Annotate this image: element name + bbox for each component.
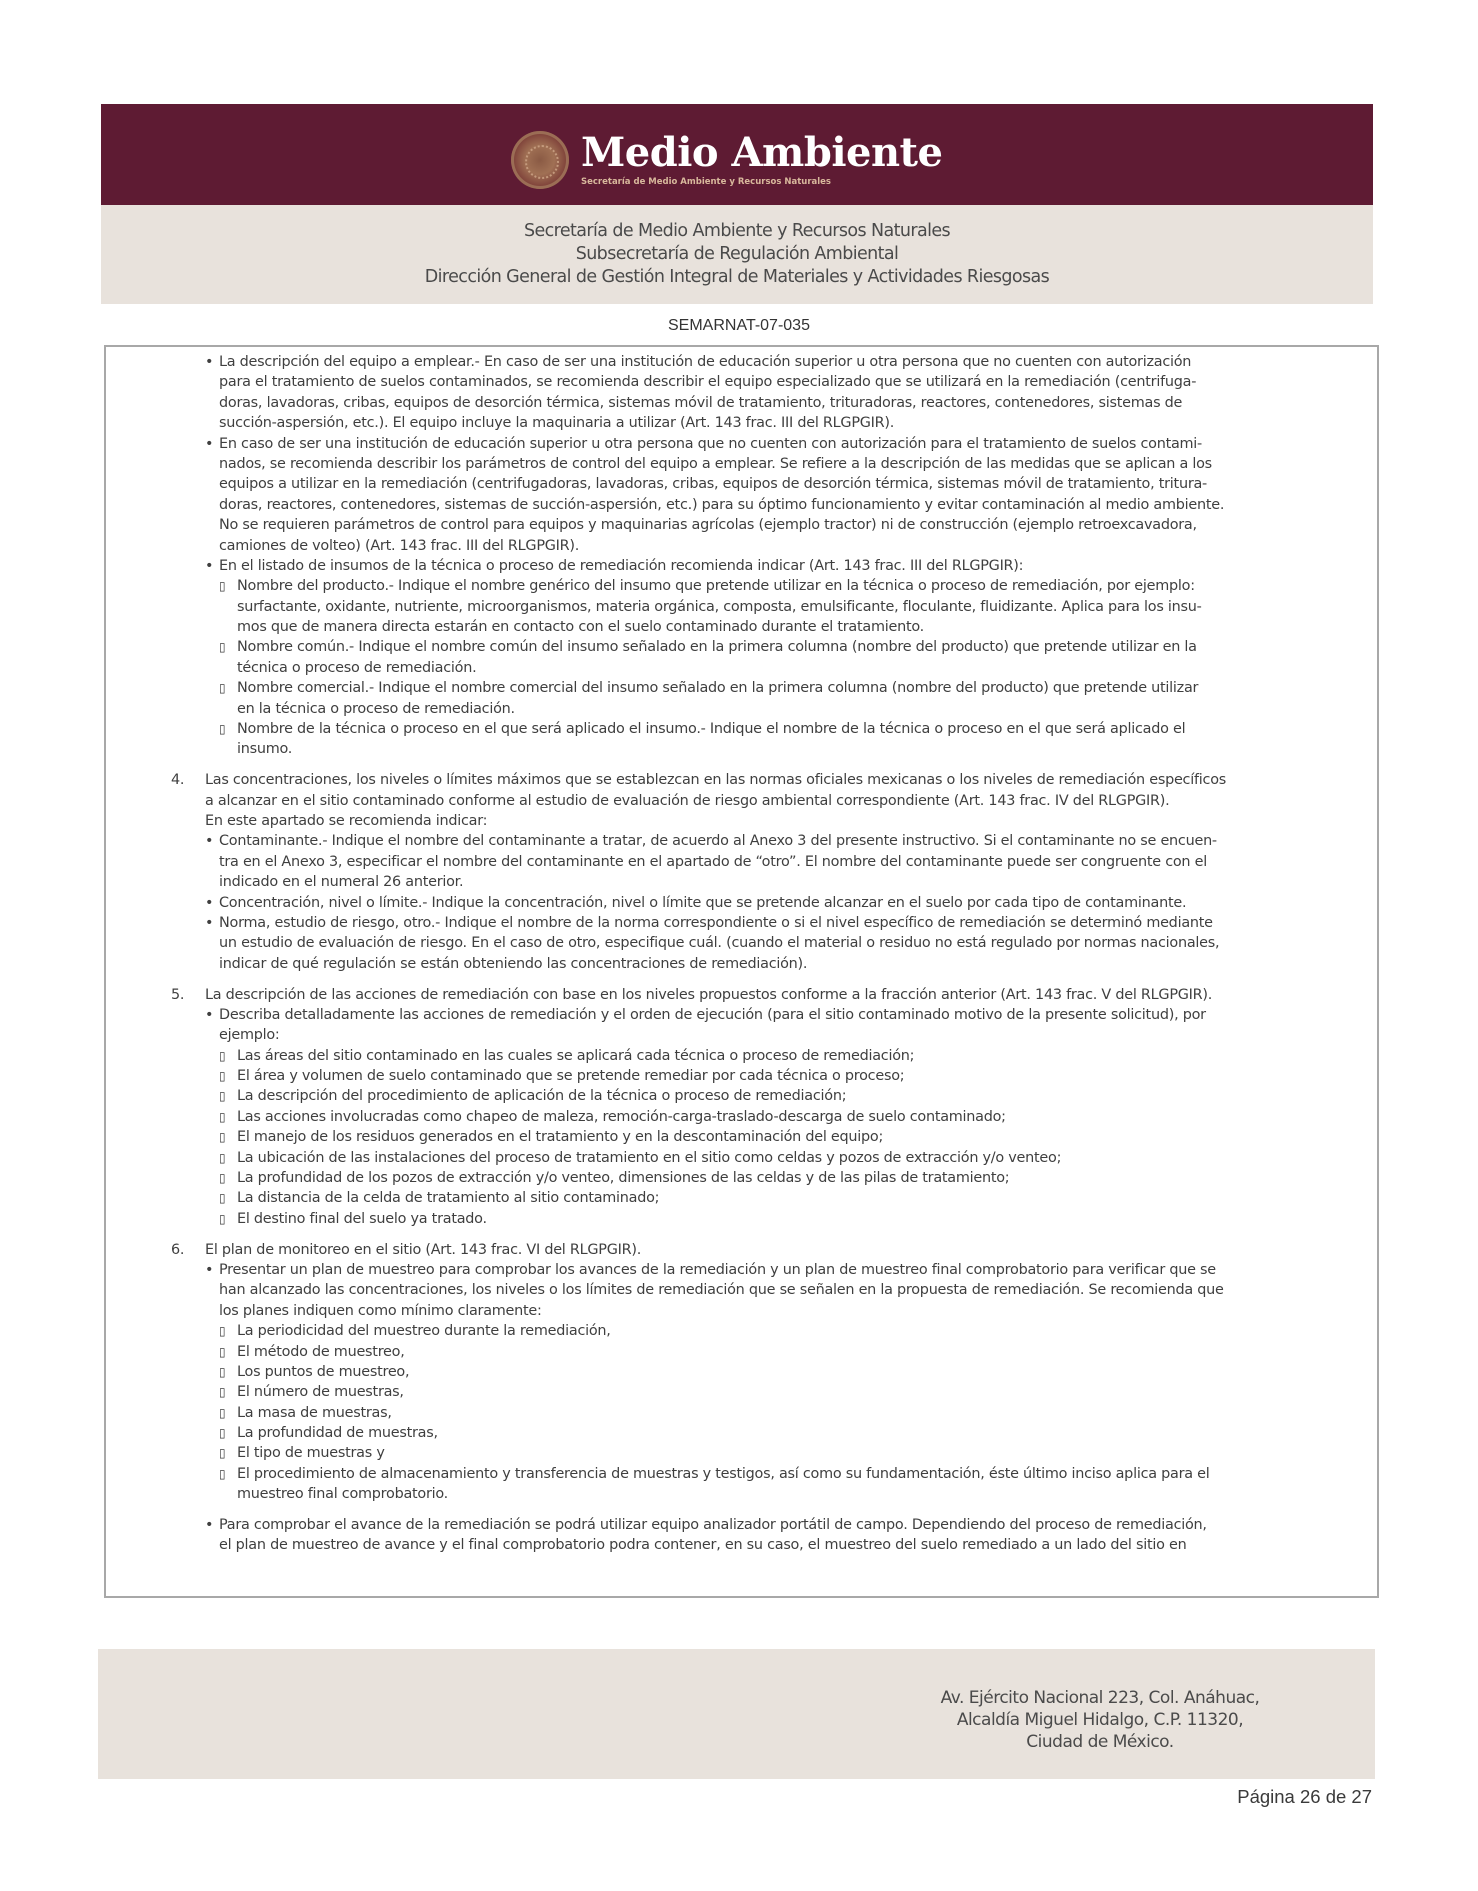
line-text: Las áreas del sitio contaminado en las cuales se aplicará cada técnica o proceso de remediación; [237,1047,915,1064]
text-line [106,1484,1377,1504]
line-text: El manejo de los residuos generados en el tratamiento y en la descontaminación del equipo; [237,1129,884,1146]
brand-logo [511,128,942,192]
sub-bullet-box-icon: ▯ [219,1171,226,1186]
line-text: El destino final del suelo ya tratado. [237,1210,487,1227]
text-line [106,597,1377,617]
address-line-3: Ciudad de México. [1026,1732,1174,1752]
sub-bullet-item [106,1107,1377,1127]
text-line [106,413,1377,433]
form-code: SEMARNAT-07-035 [668,317,810,334]
line-text: La masa de muestras, [237,1404,392,1421]
item-number: 5. [171,986,185,1003]
sub-bullet-item [106,1321,1377,1341]
text-line [106,617,1377,637]
sub-bullet-item [106,1382,1377,1402]
line-text: en la técnica o proceso de remediación. [237,700,515,717]
sub-bullet-box-icon: ▯ [219,681,226,696]
sub-bullet-item [106,637,1377,657]
address-line-2: Alcaldía Miguel Hidalgo, C.P. 11320, [956,1710,1244,1730]
sub-bullet-box-icon: ▯ [219,1211,226,1226]
line-text: En caso de ser una institución de educación superior u otra persona que no cuenten con autorización para el tratamiento de suelos contami- [219,435,1202,452]
sub-bullet-item [106,1066,1377,1086]
page-number: Página 26 de 27 [1237,1786,1372,1807]
sub-bullet-box-icon: ▯ [219,579,226,594]
text-line [106,658,1377,678]
bullet-dot-icon: • [205,1006,214,1023]
line-text: La descripción del procedimiento de aplicación de la técnica o proceso de remediación; [237,1088,847,1105]
sub-bullet-box-icon: ▯ [219,1364,226,1379]
bullet-item [106,1005,1377,1025]
bullet-item [106,913,1377,933]
address-line-1: Av. Ejército Nacional 223, Col. Anáhuac, [940,1688,1260,1708]
line-text: succión-aspersión, etc.). El equipo incluye la maquinaria a utilizar (Art. 143 frac. III del RLGPGIR). [219,415,895,432]
paragraph-gap [106,974,1377,984]
line-text: Las acciones involucradas como chapeo de maleza, remoción-carga-traslado-descarga de suelo contaminado; [237,1108,1006,1125]
line-text: insumo. [237,741,293,758]
line-text: El plan de monitoreo en el sitio (Art. 143 frac. VI del RLGPGIR). [205,1241,642,1258]
sub-bullet-box-icon: ▯ [219,1130,226,1145]
sub-bullet-box-icon: ▯ [219,722,226,737]
text-line [106,811,1377,831]
sub-bullet-item [106,1423,1377,1443]
sub-bullet-box-icon: ▯ [219,1385,226,1400]
line-text: El número de muestras, [237,1384,404,1401]
sub-bullet-item [106,1209,1377,1229]
bullet-dot-icon: • [205,914,214,931]
bullet-dot-icon: • [205,833,214,850]
sub-bullet-box-icon: ▯ [219,1466,226,1481]
line-text: para el tratamiento de suelos contaminados, se recomienda describir el equipo especializado que se utilizará en la remediación (centrifuga- [219,374,1197,391]
sub-bullet-item [106,1148,1377,1168]
line-text: Presentar un plan de muestreo para comprobar los avances de la remediación y un plan de muestreo final comprobatorio para verificar que se [219,1261,1216,1278]
sub-bullet-item [106,1127,1377,1147]
text-line [106,454,1377,474]
line-text: un estudio de evaluación de riesgo. En el caso de otro, especifique cuál. (cuando el material o residuo no está regulado por normas nacionales, [219,935,1220,952]
paragraph-gap [106,1505,1377,1515]
coat-of-arms-seal-icon [511,131,569,189]
line-text: El método de muestreo, [237,1343,405,1360]
text-line [106,1301,1377,1321]
line-text: El área y volumen de suelo contaminado que se pretende remediar por cada técnica o proceso; [237,1068,905,1085]
bullet-item [106,831,1377,851]
line-text: El procedimiento de almacenamiento y transferencia de muestras y testigos, así como su fundamentación, éste último inciso aplica para el [237,1465,1210,1482]
sub-bullet-box-icon: ▯ [219,1109,226,1124]
bullet-item [106,1260,1377,1280]
sub-bullet-item [106,1464,1377,1484]
line-text: Contaminante.- Indique el nombre del contaminante a tratar, de acuerdo al Anexo 3 del presente instructivo. Si el contaminante no se encuen- [219,833,1217,850]
line-text: doras, lavadoras, cribas, equipos de desorción térmica, sistemas móvil de tratamiento, trituradoras, reactores, contenedores, sistemas de [219,394,1183,411]
text-line [106,1535,1377,1555]
line-text: Para comprobar el avance de la remediación se podrá utilizar equipo analizador portátil de campo. Dependiendo del proceso de remediación, [219,1517,1207,1534]
text-line [106,791,1377,811]
sub-bullet-item [106,1188,1377,1208]
bullet-dot-icon: • [205,894,214,911]
bullet-item [106,1515,1377,1535]
line-text: La periodicidad del muestreo durante la remediación, [237,1323,611,1340]
sub-bullet-box-icon: ▯ [219,1324,226,1339]
sub-bullet-box-icon: ▯ [219,1150,226,1165]
line-text: equipos a utilizar en la remediación (centrifugadoras, lavadoras, cribas, equipos de desorción térmica, sistemas móvil de tratamiento, tritura- [219,476,1208,493]
text-line [106,954,1377,974]
bullet-item [106,893,1377,913]
document-text [106,352,1377,1556]
sub-bullet-box-icon: ▯ [219,1405,226,1420]
line-text: técnica o proceso de remediación. [237,659,477,676]
line-text: Los puntos de muestreo, [237,1363,410,1380]
sub-bullet-box-icon: ▯ [219,1089,226,1104]
line-text: Norma, estudio de riesgo, otro.- Indique el nombre de la norma correspondiente o si el nivel específico de remediación se determinó mediante [219,914,1213,931]
bullet-item [106,352,1377,372]
line-text: camiones de volteo) (Art. 143 frac. III del RLGPGIR). [219,537,580,554]
agency-line-3: Dirección General de Gestión Integral de Materiales y Actividades Riesgosas [424,267,1050,287]
line-text: El tipo de muestras y [237,1445,385,1462]
text-line [106,852,1377,872]
sub-bullet-box-icon: ▯ [219,1191,226,1206]
line-text: La profundidad de muestras, [237,1425,438,1442]
line-text: indicado en el numeral 26 anterior. [219,874,464,891]
line-text: Nombre de la técnica o proceso en el que será aplicado el insumo.- Indique el nombre de la técnica o proceso en el que será aplicado el [237,721,1186,738]
line-text: tra en el Anexo 3, especificar el nombre del contaminante en el apartado de “otro”. El nombre del contaminante puede ser congruente con el [219,853,1207,870]
header-agency-band [101,205,1373,304]
bullet-dot-icon: • [205,354,214,370]
paragraph-gap [106,1229,1377,1239]
bullet-item [106,556,1377,576]
sub-bullet-item [106,719,1377,739]
text-line [106,739,1377,759]
line-text: Nombre común.- Indique el nombre común del insumo señalado en la primera columna (nombre del producto) que pretende utilizar en la [237,639,1197,656]
brand-title: Medio Ambiente [581,129,943,176]
sub-bullet-item [106,1443,1377,1463]
bullet-dot-icon: • [205,557,214,574]
header-brand-band [101,104,1373,205]
numbered-item [106,770,1377,790]
agency-line-2: Subsecretaría de Regulación Ambiental [575,244,899,264]
numbered-item [106,1240,1377,1260]
line-text: doras, reactores, contenedores, sistemas de succión-aspersión, etc.) para su óptimo funcionamiento y evitar contaminación al medio ambiente. [219,496,1225,513]
sub-bullet-box-icon: ▯ [219,1426,226,1441]
sub-bullet-item [106,1168,1377,1188]
document-content [104,345,1379,1598]
sub-bullet-box-icon: ▯ [219,640,226,655]
sub-bullet-item [106,678,1377,698]
line-text: Nombre comercial.- Indique el nombre comercial del insumo señalado en la primera columna (nombre del producto) que pretende utilizar [237,680,1199,697]
text-line [106,1280,1377,1300]
line-text: Concentración, nivel o límite.- Indique la concentración, nivel o límite que se pretende alcanzar en el suelo por cada tipo de contaminante. [219,894,1187,911]
sub-bullet-item [106,1342,1377,1362]
line-text: indicar de qué regulación se están obteniendo las concentraciones de remediación). [219,955,808,972]
numbered-item [106,985,1377,1005]
text-line [106,372,1377,392]
sub-bullet-item [106,1362,1377,1382]
sub-bullet-item [106,576,1377,596]
sub-bullet-box-icon: ▯ [219,1446,226,1461]
text-line [106,699,1377,719]
paragraph-gap [106,760,1377,770]
line-text: Nombre del producto.- Indique el nombre genérico del insumo que pretende utilizar en la técnica o proceso de remediación, por ejemplo: [237,578,1195,595]
item-number: 4. [171,772,185,789]
line-text: La distancia de la celda de tratamiento al sitio contaminado; [237,1190,660,1207]
line-text: La descripción de las acciones de remediación con base en los niveles propuestos conforme a la fracción anterior (Art. 143 frac. V del RLGPGIR). [205,986,1213,1003]
line-text: La descripción del equipo a emplear.- En caso de ser una institución de educación superior u otra persona que no cuenten con autorización [219,354,1192,370]
sub-bullet-item [106,1086,1377,1106]
line-text: nados, se recomienda describir los parámetros de control del equipo a emplear. Se refiere a la descripción de las medidas que se aplican a los [219,455,1212,472]
sub-bullet-box-icon: ▯ [219,1344,226,1359]
line-text: mos que de manera directa estarán en contacto con el suelo contaminado durante el tratamiento. [237,619,924,636]
footer-address [920,1687,1280,1753]
bullet-dot-icon: • [205,1517,214,1534]
sub-bullet-item [106,1046,1377,1066]
text-line [106,515,1377,535]
sub-bullet-box-icon: ▯ [219,1048,226,1063]
text-line [106,495,1377,515]
line-text: surfactante, oxidante, nutriente, microorganismos, materia orgánica, composta, emulsificante, floculante, fluidizante. Aplica para los insu- [237,598,1202,615]
agency-line-1: Secretaría de Medio Ambiente y Recursos Naturales [523,221,951,241]
line-text: el plan de muestreo de avance y el final comprobatorio podra contener, en su caso, el muestreo del suelo remediado a un lado del sitio en [219,1537,1187,1554]
line-text: En el listado de insumos de la técnica o proceso de remediación recomienda indicar (Art. 143 frac. III del RLGPGIR): [219,557,1024,574]
text-line [106,393,1377,413]
line-text: han alcanzado las concentraciones, los niveles o los límites de remediación que se señalen en la propuesta de remediación. Se recomienda que [219,1282,1224,1299]
item-number: 6. [171,1241,185,1258]
line-text: La ubicación de las instalaciones del proceso de tratamiento en el sitio como celdas y pozos de extracción y/o venteo; [237,1149,1062,1166]
text-line [106,1025,1377,1045]
bullet-dot-icon: • [205,1261,214,1278]
line-text: muestreo final comprobatorio. [237,1486,449,1503]
line-text: Describa detalladamente las acciones de remediación y el orden de ejecución (para el sitio contaminado motivo de la presente solicitud), por [219,1006,1206,1023]
line-text: ejemplo: [219,1027,280,1044]
sub-bullet-box-icon: ▯ [219,1069,226,1084]
text-line [106,536,1377,556]
brand-subtitle: Secretaría de Medio Ambiente y Recursos Naturales [581,177,831,187]
line-text: La profundidad de los pozos de extracción y/o venteo, dimensiones de las celdas y de las pilas de tratamiento; [237,1170,1010,1187]
text-line [106,474,1377,494]
bullet-item [106,434,1377,454]
text-line [106,872,1377,892]
text-line [106,933,1377,953]
sub-bullet-item [106,1403,1377,1423]
line-text: En este apartado se recomienda indicar: [205,812,488,829]
line-text: No se requieren parámetros de control para equipos y maquinarias agrícolas (ejemplo tractor) ni de construcción (ejemplo retroexcavadora, [219,517,1197,534]
line-text: los planes indiquen como mínimo claramente: [219,1302,542,1319]
line-text: Las concentraciones, los niveles o límites máximos que se establezcan en las normas oficiales mexicanas o los niveles de remediación específicos [205,772,1226,789]
line-text: a alcanzar en el sitio contaminado conforme al estudio de evaluación de riesgo ambiental correspondiente (Art. 143 frac. IV del RLGPGIR). [205,792,1170,809]
bullet-dot-icon: • [205,435,214,452]
